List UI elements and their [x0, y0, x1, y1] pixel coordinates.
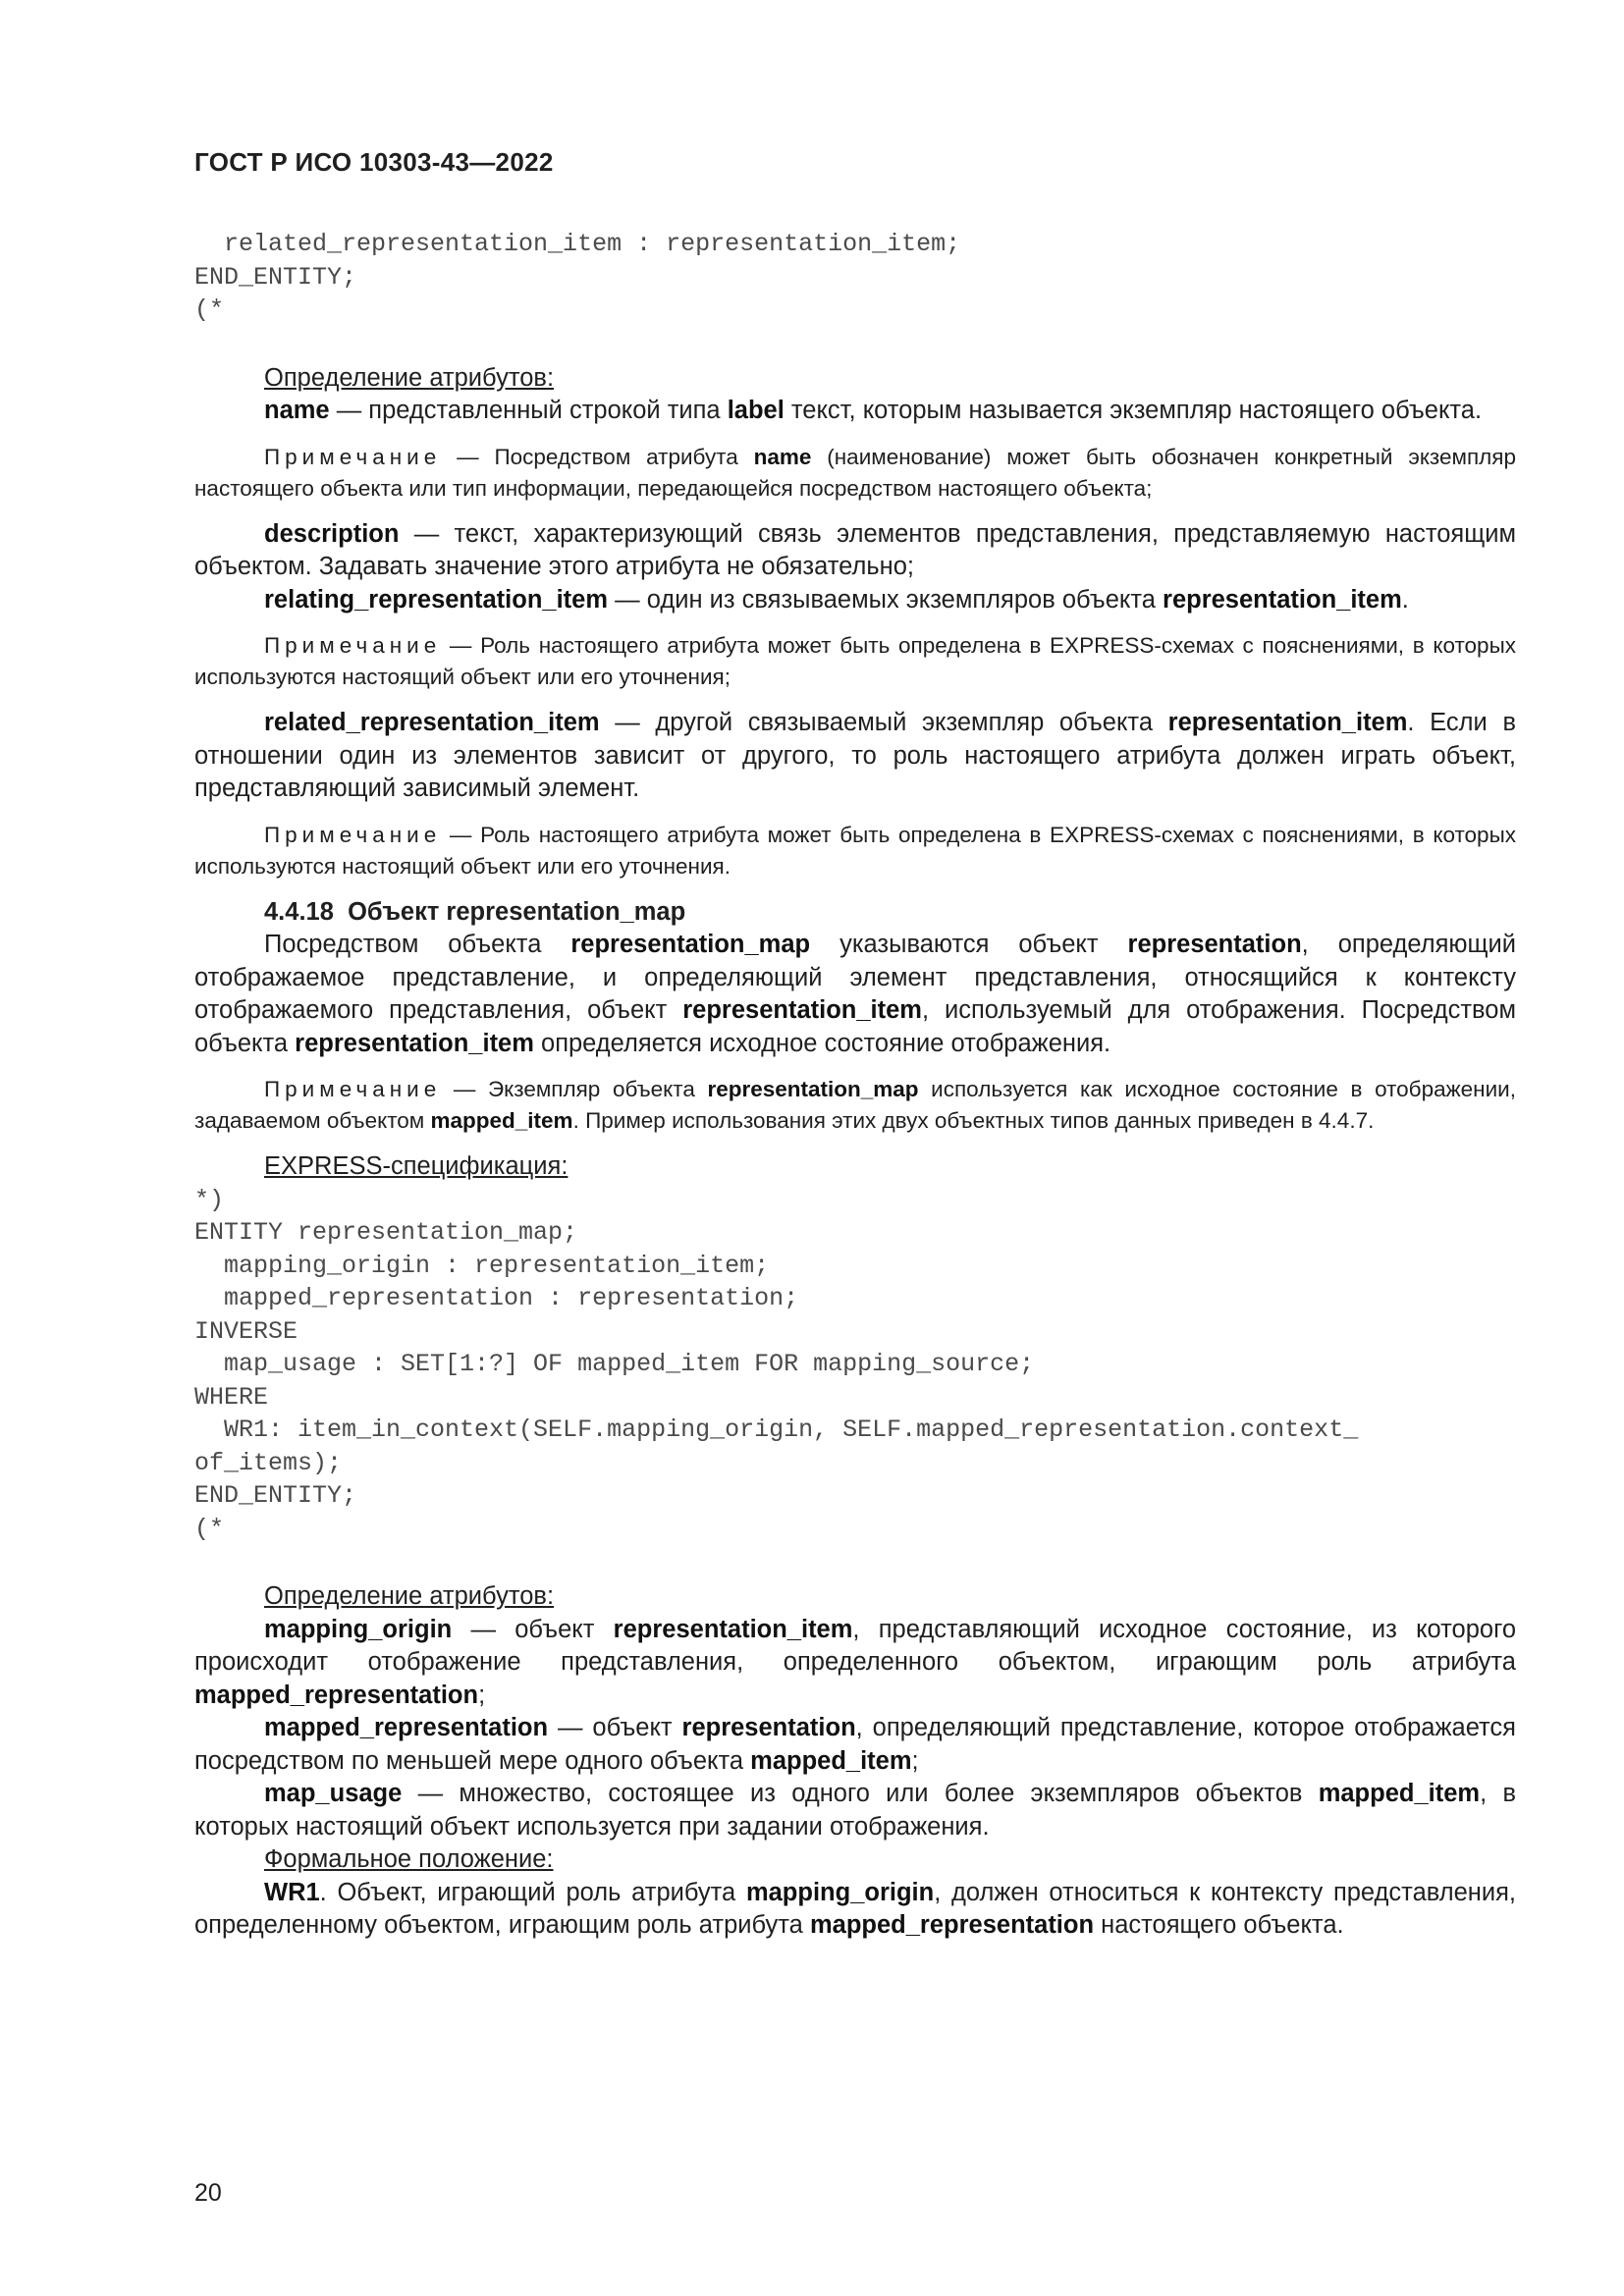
- section-heading: 4.4.18 Объект representation_map: [264, 897, 686, 926]
- page-content: [194, 228, 1516, 1943]
- attr-name-paragraph: name — представленный строкой типа label текст, которым называется экземпляр настоящего объекта.: [264, 397, 1483, 424]
- code-line: (*: [194, 295, 225, 324]
- note-1: Примечание — Посредством атрибута name (наименование) может быть обозначен конкретный экземпляр настоящего объекта или тип информации, передающейся посредством настоящего объекта;: [194, 444, 1516, 501]
- note-4: Примечание — Экземпляр объекта representation_map используется как исходное состояние в отображении, задаваемом объектом mapped_item. Пример использования этих двух объектных типов данных приведен в 4.4.7.: [194, 1077, 1516, 1133]
- section-paragraph: Посредством объекта representation_map указываются объект representation, определяющий отображаемое представление, и определяющий элемент представления, относящийся к контексту отображаемого представления, объект representation_item, используемый для отображения. Посредством объекта representation_item определяется исходное состояние отображения.: [194, 931, 1517, 1057]
- code-line: END_ENTITY;: [194, 1481, 357, 1510]
- note-3: Примечание — Роль настоящего атрибута может быть определена в EXPRESS-схемах с пояснениями, в которых используются настоящий объект или его уточнения.: [194, 822, 1516, 879]
- attr-mapping-origin-paragraph: mapping_origin — объект representation_item, представляющий исходное состояние, из которого происходит отображение представления, определенного объектом, играющим роль атрибута mapped_representation;: [194, 1615, 1516, 1709]
- code-line: INVERSE: [194, 1316, 298, 1346]
- code-block-1: [194, 228, 1516, 327]
- attr-def-heading-2: Определение атрибутов:: [264, 1582, 555, 1610]
- formal-heading: Формальное положение:: [264, 1845, 554, 1873]
- attr-description-paragraph: description — текст, характеризующий связь элементов представления, представляемую настоящим объектом. Задавать значение этого атрибута не обязательно;: [194, 519, 1516, 580]
- document-header: ГОСТ Р ИСО 10303-43—2022: [194, 147, 554, 177]
- attr-related-paragraph: related_representation_item — другой связываемый экземпляр объекта representation_item. Если в отношении один из элементов зависит от другого, то роль настоящего атрибута должен играть объект, представляющий зависимый элемент.: [194, 709, 1516, 802]
- code-line: ENTITY representation_map;: [194, 1218, 578, 1247]
- code-block-2: [194, 1184, 1516, 1546]
- code-line: END_ENTITY;: [194, 262, 357, 292]
- attr-def-heading-1: Определение атрибутов:: [264, 363, 555, 392]
- attr-mapped-representation-paragraph: mapped_representation — объект representation, определяющий представление, которое отображается посредством по меньшей мере одного объекта mapped_item;: [194, 1714, 1516, 1775]
- attr-map-usage-paragraph: map_usage — множество, состоящее из одного или более экземпляров объектов mapped_item, в которых настоящий объект используется при задании отображения.: [194, 1780, 1516, 1841]
- code-line: *): [194, 1185, 225, 1214]
- note-2: Примечание — Роль настоящего атрибута может быть определена в EXPRESS-схемах с пояснениями, в которых используются настоящий объект или его уточнения;: [194, 633, 1516, 689]
- attr-relating-paragraph: relating_representation_item — один из связываемых экземпляров объекта representation_item.: [264, 585, 1409, 614]
- express-spec-heading: EXPRESS-спецификация:: [264, 1152, 568, 1180]
- code-line: related_representation_item : representation_item;: [194, 230, 961, 258]
- code-line: map_usage : SET[1:?] OF mapped_item FOR mapping_source;: [194, 1350, 1035, 1378]
- wr1-paragraph: WR1. Объект, играющий роль атрибута mapping_origin, должен относиться к контексту представления, определенному объектом, играющим роль атрибута mapped_representation настоящего объекта.: [194, 1878, 1517, 1939]
- code-line: (*: [194, 1514, 225, 1543]
- code-line: WHERE: [194, 1382, 269, 1412]
- code-line: mapped_representation : representation;: [194, 1284, 799, 1312]
- code-line: mapping_origin : representation_item;: [194, 1251, 770, 1280]
- code-line: of_items);: [194, 1448, 343, 1477]
- code-line: WR1: item_in_context(SELF.mapping_origin, SELF.mapped_representation.context_: [194, 1415, 1359, 1444]
- page-number: 20: [194, 2179, 222, 2207]
